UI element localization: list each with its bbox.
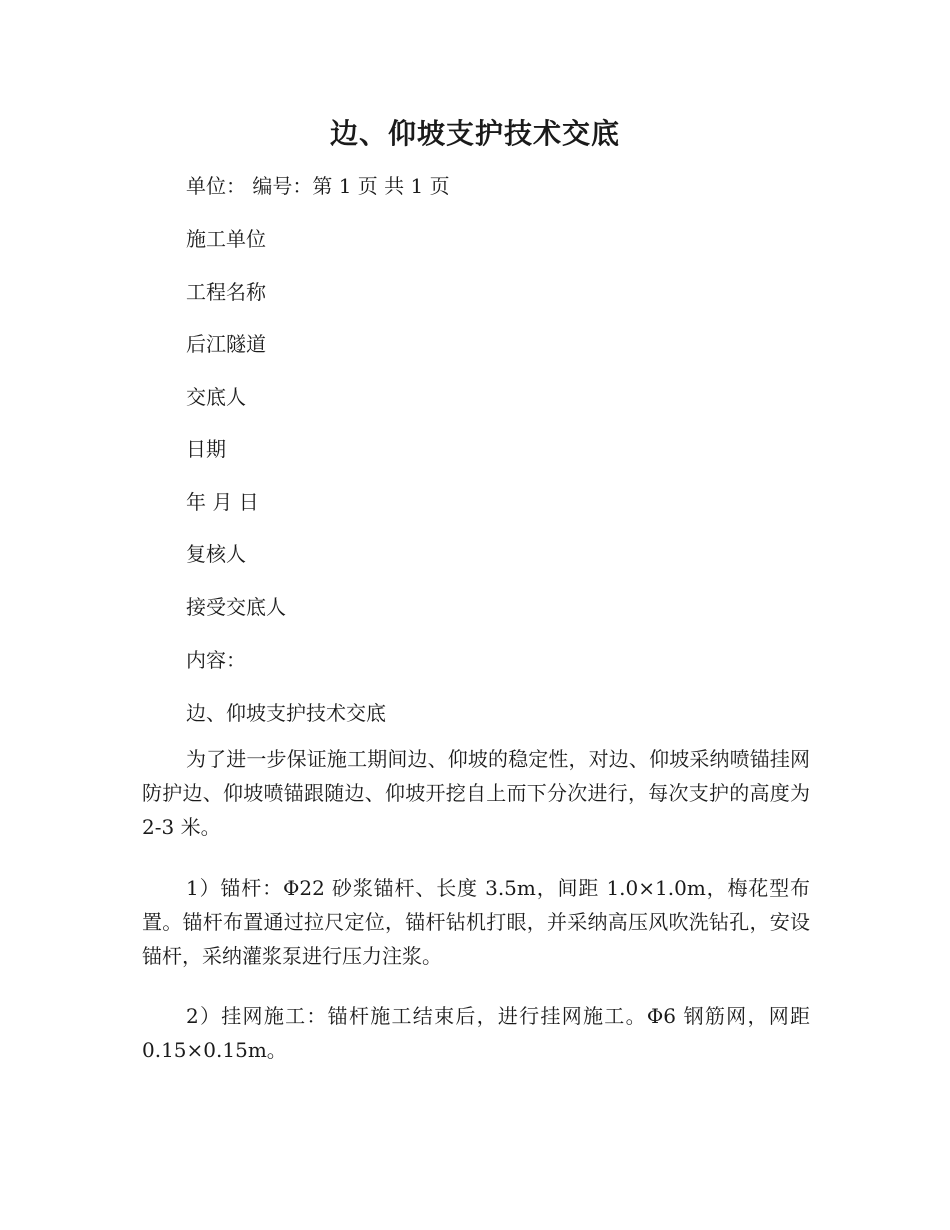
field-reviewer: 复核人	[186, 542, 246, 566]
paragraph-intro: 为了进一步保证施工期间边、仰坡的稳定性，对边、仰坡采纳喷锚挂网防护边、仰坡喷锚跟随边、仰坡开挖自上而下分次进行，每次支护的高度为 2-3 米。	[142, 747, 810, 839]
field-project-name: 工程名称	[186, 280, 266, 304]
field-construction-unit: 施工单位	[186, 227, 266, 251]
field-content-label: 内容：	[186, 648, 246, 672]
field-briefer: 交底人	[186, 385, 246, 409]
field-date-value: 年 月 日	[186, 490, 259, 514]
paragraph-anchor-bolt: 1）锚杆：Φ22 砂浆锚杆、长度 3.5m，间距 1.0×1.0m，梅花型布置。锚杆布置通过拉尺定位，锚杆钻机打眼，并采纳高压风吹洗钻孔，安设锚杆，采纳灌浆泵进行压力注浆。	[142, 876, 810, 968]
field-project-value: 后江隧道	[186, 332, 266, 356]
field-recipient: 接受交底人	[186, 595, 286, 619]
field-date: 日期	[186, 437, 226, 461]
header-line: 单位： 编号：第 1 页 共 1 页	[186, 174, 450, 198]
content-heading: 边、仰坡支护技术交底	[186, 701, 386, 725]
paragraph-mesh: 2）挂网施工：锚杆施工结束后，进行挂网施工。Φ6 钢筋网，网距 0.15×0.15m。	[142, 1004, 810, 1062]
document-title: 边、仰坡支护技术交底	[329, 117, 620, 150]
